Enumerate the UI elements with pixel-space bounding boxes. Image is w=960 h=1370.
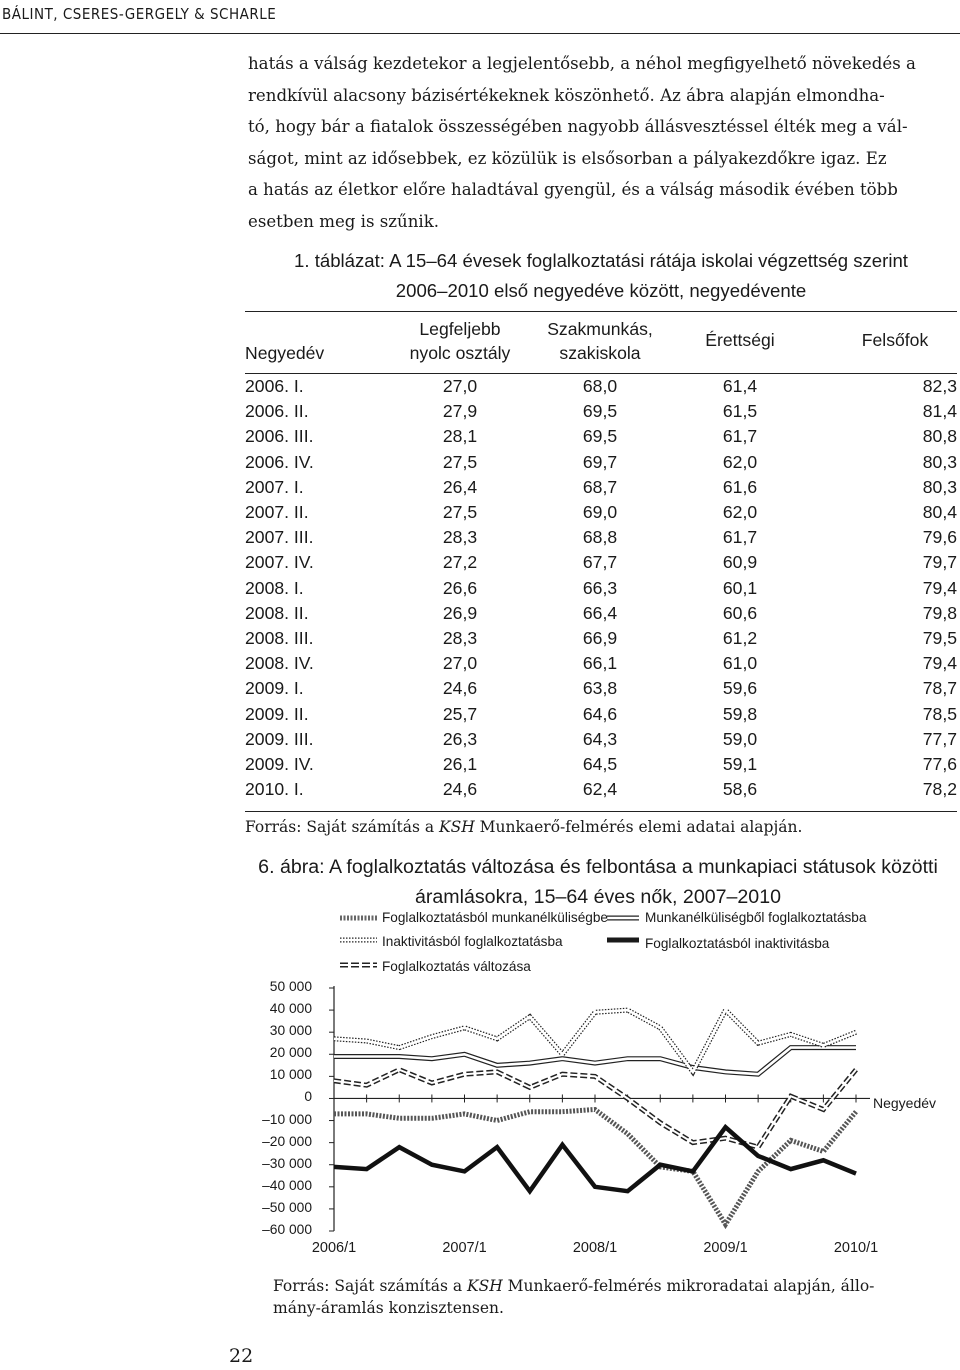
table-cell: 2007. IV. <box>245 552 314 573</box>
table-cell: 2007. I. <box>245 476 304 497</box>
y-tick-label: 0 <box>304 1089 312 1105</box>
table-cell: 69,0 <box>582 502 618 522</box>
table-cell: 2008. I. <box>245 577 304 598</box>
table-source-note <box>245 818 802 836</box>
table-cell: 28,1 <box>442 426 478 447</box>
table-cell: 27,9 <box>442 401 478 422</box>
header-szakmunkas: Szakmunkás, <box>547 319 653 339</box>
body-line: ságot, mint az idősebbek, ez közülük is elsősorban a pályakezdőkre igaz. Ez <box>248 148 887 168</box>
table-cell: 27,0 <box>442 653 478 674</box>
y-tick-label: –10 000 <box>262 1111 312 1127</box>
x-tick-label: 2009/1 <box>703 1240 748 1256</box>
table-cell: 2009. IV. <box>245 754 314 774</box>
table-cell: 78,5 <box>922 703 957 724</box>
table-cell: 66,3 <box>582 577 618 598</box>
table-caption <box>245 246 957 306</box>
table-cell: 61,4 <box>722 376 758 396</box>
header-nyolc-osztaly: nyolc osztály <box>409 343 511 363</box>
table-cell: 66,9 <box>582 628 618 648</box>
table-cell: 77,7 <box>922 728 957 749</box>
table-row <box>245 527 957 551</box>
table-cell: 2008. III. <box>245 628 314 648</box>
table-cell: 2008. IV. <box>245 653 314 674</box>
y-tick-label: 20 000 <box>269 1045 312 1061</box>
figure-source-italic: KSH <box>467 1277 503 1295</box>
table-cell: 26,9 <box>442 602 478 623</box>
figure-source-prefix: Forrás: Saját számítás a <box>273 1277 467 1295</box>
table-cell: 28,3 <box>442 527 478 548</box>
table-row <box>245 401 957 425</box>
series-line-inner <box>334 1070 856 1147</box>
table-cell: 63,8 <box>582 678 618 699</box>
table-cell: 69,5 <box>582 426 618 447</box>
table-top-rule <box>245 311 957 312</box>
legend-label: Foglalkoztatásból munkanélküliségbe <box>382 910 608 925</box>
table-cell: 2009. III. <box>245 728 314 749</box>
header-negyedev: Negyedév <box>245 343 325 363</box>
y-tick-label: 10 000 <box>269 1067 312 1083</box>
series-line-inner <box>334 1048 856 1075</box>
series-line <box>334 1127 856 1191</box>
table-source-italic: KSH <box>439 818 475 836</box>
table-cell: 62,0 <box>722 451 758 472</box>
table-cell: 2006. III. <box>245 426 314 447</box>
body-line: a hatás az életkor előre haladtával gyengül, és a válság második évében több <box>248 180 898 199</box>
y-tick-label: –30 000 <box>262 1155 312 1171</box>
table-cell: 64,5 <box>582 754 618 774</box>
table-header-row <box>245 314 957 370</box>
figure-caption-line: 6. ábra: A foglalkoztatás változása és felbontása a munkapiaci státusok közötti <box>258 856 938 878</box>
table-row <box>245 426 957 450</box>
x-tick-label: 2006/1 <box>311 1240 357 1256</box>
table-cell: 2009. II. <box>245 703 309 724</box>
table-cell: 68,7 <box>582 476 618 497</box>
y-tick-label: 50 000 <box>269 979 312 994</box>
table-cell: 27,5 <box>442 451 478 472</box>
table-cell: 2006. IV. <box>245 451 314 472</box>
body-paragraph <box>248 48 954 237</box>
table-cell: 64,3 <box>582 728 618 749</box>
table-cell: 79,4 <box>922 653 957 674</box>
series-line-inner <box>334 1010 856 1072</box>
legend-label: Inaktivitásból foglalkoztatásba <box>382 934 563 949</box>
table-row <box>245 477 957 501</box>
table-cell: 61,0 <box>722 653 758 674</box>
table-cell: 2008. II. <box>245 602 309 623</box>
table-cell: 67,7 <box>582 552 618 573</box>
table-cell: 79,8 <box>922 602 957 623</box>
table-row <box>245 628 957 652</box>
table-caption-line: 2006–2010 első negyedéve között, negyedévente <box>395 280 807 301</box>
figure-source-note <box>273 1275 874 1319</box>
y-tick-label: –40 000 <box>262 1177 312 1193</box>
figure-source-line: mány-áramlás konzisztensen. <box>273 1299 504 1317</box>
table-cell: 24,6 <box>442 678 478 699</box>
table-row <box>245 678 957 702</box>
y-tick-label: –50 000 <box>262 1199 312 1215</box>
table-cell: 82,3 <box>922 376 957 396</box>
table-row <box>245 578 957 602</box>
table-cell: 26,6 <box>442 577 478 598</box>
table-caption-line: 1. táblázat: A 15–64 évesek foglalkoztatási rátája iskolai végzettség szerint <box>294 250 908 271</box>
table-cell: 26,1 <box>442 754 478 774</box>
body-line: rendkívül alacsony bázisértékeknek köszönhető. Az ábra alapján elmondha- <box>248 85 885 105</box>
table-cell: 2009. I. <box>245 678 304 699</box>
table-row <box>245 376 957 400</box>
table-cell: 69,7 <box>582 451 618 472</box>
table-cell: 61,2 <box>722 628 758 648</box>
table-row <box>245 704 957 728</box>
legend-label: Munkanélküliségből foglalkoztatásba <box>645 910 867 925</box>
table-cell: 66,1 <box>582 653 618 674</box>
table-cell: 60,6 <box>722 602 758 623</box>
table-cell: 64,6 <box>582 703 618 724</box>
table-cell: 68,8 <box>582 527 618 548</box>
table-cell: 80,3 <box>922 476 957 497</box>
page-number: 22 <box>229 1345 254 1367</box>
body-line: esetben meg is szűnik. <box>248 211 440 231</box>
header-felsofok: Felsőfok <box>861 330 929 350</box>
x-tick-label: 2007/1 <box>442 1240 487 1256</box>
table-cell: 28,3 <box>442 628 478 648</box>
table-cell: 79,7 <box>922 552 957 573</box>
y-tick-label: 40 000 <box>269 1001 312 1017</box>
table-row <box>245 779 957 803</box>
table-source-prefix: Forrás: Saját számítás a <box>245 818 439 836</box>
figure-caption-line: áramlásokra, 15–64 éves nők, 2007–2010 <box>414 886 781 908</box>
table-cell: 26,3 <box>442 728 478 749</box>
series-line <box>334 1070 856 1147</box>
table-cell: 58,6 <box>722 779 758 800</box>
table-cell: 2006. II. <box>245 401 309 422</box>
table-cell: 68,0 <box>582 376 618 396</box>
figure-caption <box>258 852 938 912</box>
table-row <box>245 552 957 576</box>
table-cell: 77,6 <box>922 754 957 774</box>
table-cell: 79,6 <box>922 527 957 548</box>
x-axis-label: Negyedév <box>873 1095 937 1111</box>
running-header <box>0 0 960 34</box>
table-cell: 66,4 <box>582 602 618 623</box>
table-row <box>245 653 957 677</box>
header-legfeljebb: Legfeljebb <box>419 319 501 339</box>
body-line: hatás a válság kezdetekor a legjelentősebb, a néhol megfigyelhető növekedés a <box>248 54 916 73</box>
y-tick-label: –20 000 <box>262 1133 312 1149</box>
header-szakiskola: szakiskola <box>559 343 641 363</box>
table-row <box>245 502 957 526</box>
series-line <box>334 1010 856 1072</box>
table-row <box>245 754 957 778</box>
table-cell: 60,9 <box>722 552 758 573</box>
table-source-suffix: Munkaerő-felmérés elemi adatai alapján. <box>474 818 803 836</box>
table-cell: 81,4 <box>922 401 957 422</box>
table-cell: 80,3 <box>922 451 957 472</box>
table-cell: 24,6 <box>442 779 478 800</box>
running-head-text: BÁLINT, CSERES-GERGELY & SCHARLE <box>2 5 277 23</box>
table-cell: 27,5 <box>442 502 478 522</box>
series-line <box>334 1048 856 1075</box>
table-cell: 27,2 <box>442 552 478 573</box>
table-cell: 61,7 <box>722 527 758 548</box>
x-tick-label: 2008/1 <box>572 1240 618 1256</box>
figure-source-suffix: Munkaerő-felmérés mikroradatai alapján, állo- <box>502 1277 875 1295</box>
y-tick-label: –60 000 <box>262 1222 312 1237</box>
figure-source-line <box>273 1275 874 1297</box>
table-header-rule <box>245 373 957 374</box>
y-tick-label: 30 000 <box>269 1023 312 1039</box>
table-cell: 25,7 <box>442 703 478 724</box>
table-cell: 62,4 <box>582 779 618 800</box>
table-cell: 80,8 <box>922 426 957 447</box>
legend-label: Foglalkoztatás változása <box>382 959 531 974</box>
series-line <box>334 1110 856 1225</box>
table-cell: 59,0 <box>722 728 758 749</box>
table-cell: 2007. II. <box>245 502 309 522</box>
table-cell: 2007. III. <box>245 527 314 548</box>
table-cell: 61,6 <box>722 476 758 497</box>
table-cell: 27,0 <box>442 376 478 396</box>
table-cell: 78,7 <box>922 678 957 699</box>
legend-label: Foglalkoztatásból inaktivitásba <box>645 936 830 951</box>
table-cell: 60,1 <box>722 577 758 598</box>
body-line: tó, hogy bár a fiatalok összességében nagyobb állásvesztéssel élték meg a vál- <box>248 117 908 136</box>
table-cell: 59,1 <box>722 754 758 774</box>
table-cell: 69,5 <box>582 401 618 422</box>
table-cell: 26,4 <box>442 476 478 497</box>
table-cell: 79,5 <box>922 628 957 648</box>
table-cell: 2006. I. <box>245 376 304 396</box>
table-cell: 79,4 <box>922 577 957 598</box>
table-row <box>245 603 957 627</box>
x-tick-label: 2010/1 <box>833 1240 879 1256</box>
table-cell: 78,2 <box>922 779 957 800</box>
table-row <box>245 729 957 753</box>
table-cell: 2010. I. <box>245 779 304 800</box>
header-erettsegi: Érettségi <box>705 330 775 350</box>
table-cell: 59,8 <box>722 703 758 724</box>
table-cell: 61,5 <box>722 401 758 422</box>
table-cell: 62,0 <box>722 502 758 522</box>
table-cell: 59,6 <box>722 678 758 699</box>
table-cell: 80,4 <box>922 502 957 522</box>
table-bottom-rule <box>245 811 957 812</box>
table-cell: 61,7 <box>722 426 758 447</box>
table-row <box>245 452 957 476</box>
